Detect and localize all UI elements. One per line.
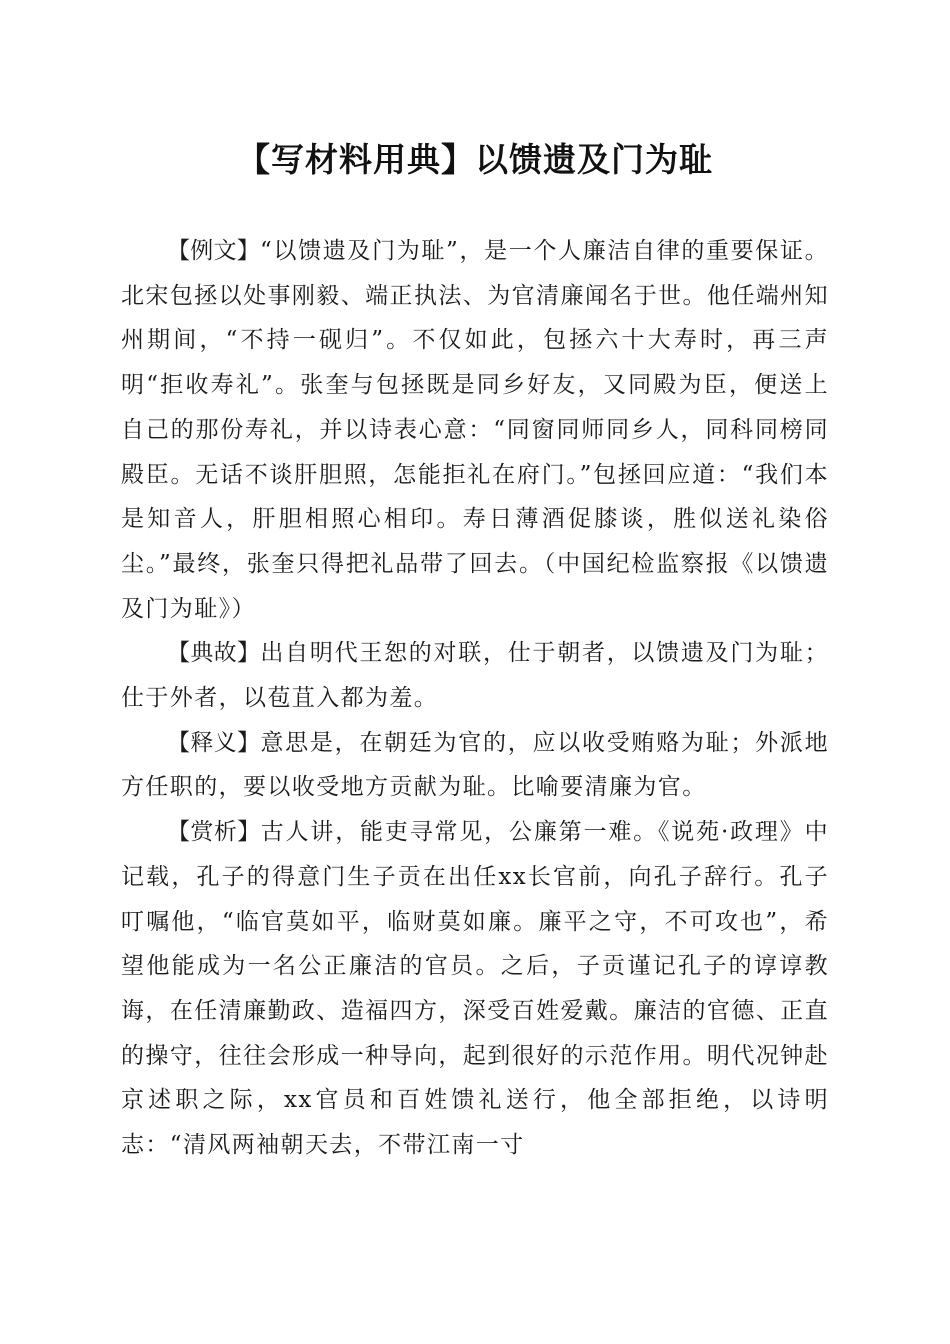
document-body xyxy=(121,229,829,1168)
document-title: 【写材料用典】以馈遗及门为耻 xyxy=(237,140,713,179)
paragraph-appreciation xyxy=(121,810,829,1168)
paragraph-tag: 【释义】 xyxy=(167,729,261,756)
paragraph-interpretation xyxy=(121,721,829,810)
paragraph-text: 出自明代王恕的对联，仕于朝者，以馈遗及门为耻；仕于外者，以苞苴入都为羞。 xyxy=(121,640,830,712)
paragraph-tag: 【例文】 xyxy=(167,238,261,264)
paragraph-text: 古人讲，能吏寻常见，公廉第一难。《说苑·政理》中记载，孔子的得意门生子贡在出任xx长官前，向孔子辞行。孔子叮嘱他，“临官莫如平，临财莫如廉。廉平之守，不可攻也”，希望他能成为一名公正廉洁的官员。之后，子贡谨记孔子的谆谆教诲，在任清廉勤政、造福四方，深受百姓爱戴。廉洁的官德、正直的操守，往往会形成一种导向，起到很好的示范作用。明代况钟赴京述职之际，xx官员和百姓馈礼送行，他全部拒绝，以诗明志：“清风两袖朝天去，不带江南一寸 xyxy=(121,819,829,1159)
paragraph-text: 意思是，在朝廷为官的，应以收受贿赂为耻；外派地方任职的，要以收受地方贡献为耻。比喻要清廉为官。 xyxy=(121,729,830,801)
paragraph-allusion xyxy=(121,631,829,720)
paragraph-text: “以馈遗及门为耻”，是一个人廉洁自律的重要保证。北宋包拯以处事刚毅、端正执法、为官清廉闻名于世。他任端州知州期间，“不持一砚归”。不仅如此，包拯六十大寿时，再三声明“拒收寿礼”。张奎与包拯既是同乡好友，又同殿为臣，便送上自己的那份寿礼，并以诗表心意：“同窗同师同乡人，同科同榜同殿臣。无话不谈肝胆照，怎能拒礼在府门。”包拯回应道：“我们本是知音人，肝胆相照心相印。寿日薄酒促膝谈，胜似送礼染俗尘。”最终，张奎只得把礼品带了回去。（中国纪检监察报《以馈遗及门为耻》） xyxy=(121,238,830,622)
paragraph-tag: 【赏析】 xyxy=(167,819,261,846)
paragraph-example xyxy=(121,229,829,631)
paragraph-tag: 【典故】 xyxy=(167,640,261,667)
